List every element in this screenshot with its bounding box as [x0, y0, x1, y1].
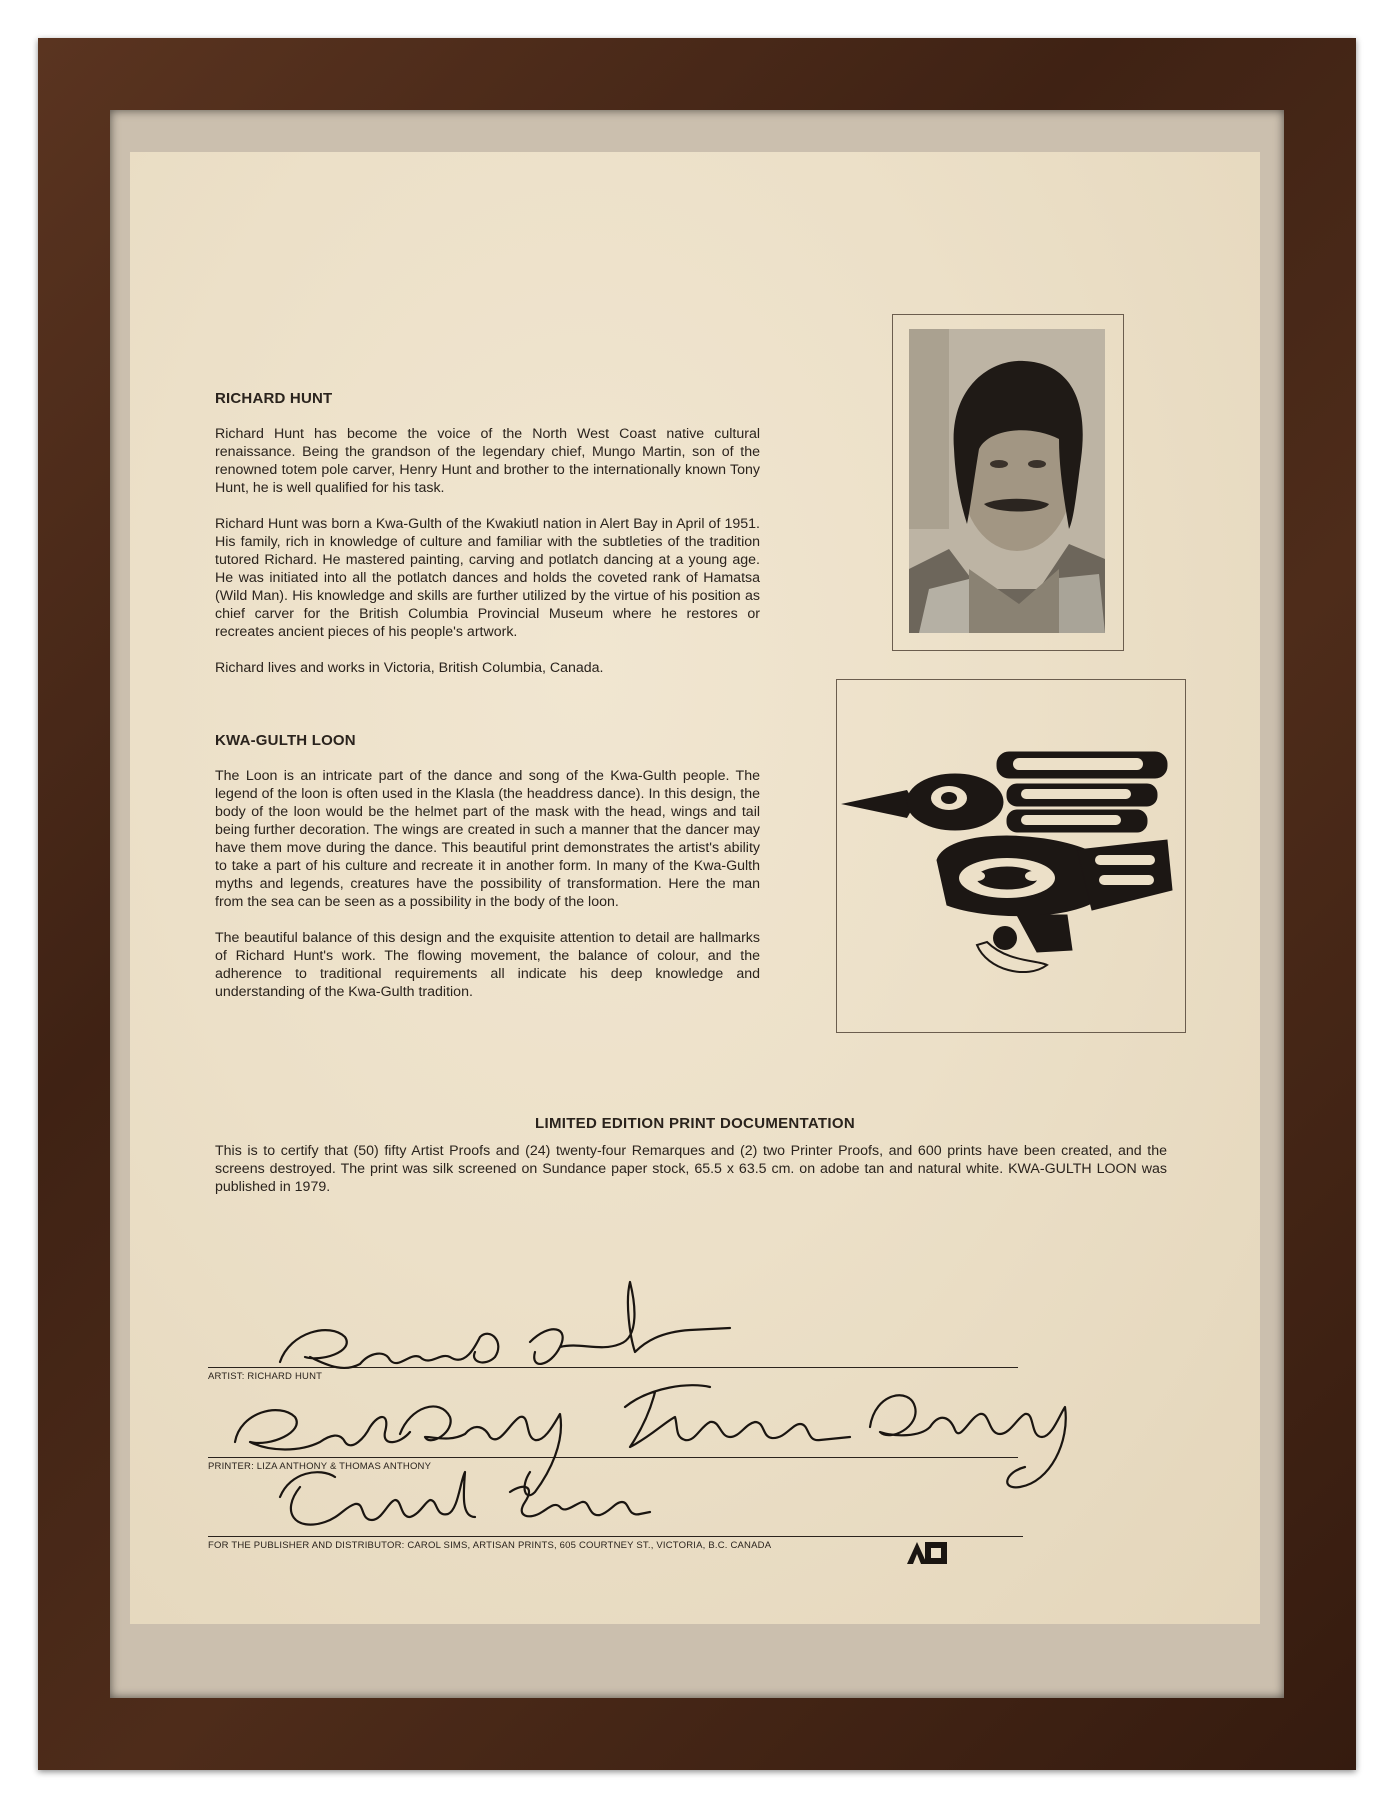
publisher-label: FOR THE PUBLISHER AND DISTRIBUTOR: CAROL SIMS, ARTISAN PRINTS, 605 COURTNEY ST., VICTORIA, B.C. CANADA — [208, 1540, 772, 1551]
loon-heading: KWA-GULTH LOON — [215, 732, 356, 749]
richard-bio-paragraph-2: Richard Hunt was born a Kwa-Gulth of the Kwakiutl nation in Alert Bay in April of 1951. His family, rich in knowledge of culture and familiar with the subtleties of the tradition tutored Richard. He mastered painting, carving and potlatch dancing at a young age. He was initiated into all the potlatch dances and holds the coveted rank of Hamatsa (Wild Man). His knowledge and skills are further utilized by the virtue of his position as chief carver for the British Columbia Provincial Museum where he restores or recreates ancient pieces of his people's artwork. — [215, 516, 760, 640]
richard-hunt-heading: RICHARD HUNT — [215, 390, 333, 407]
printer-label: PRINTER: LIZA ANTHONY & THOMAS ANTHONY — [208, 1461, 432, 1472]
ao-logo — [905, 1540, 949, 1571]
publisher-signature — [280, 1472, 650, 1525]
loon-paragraph-2: The beautiful balance of this design and the exquisite attention to detail are hallmarks of Richard Hunt's work. The flowing movement, the balance of colour, and the adherence to traditional requirements all indicate his deep knowledge and understanding of the Kwa-Gulth tradition. — [215, 930, 760, 1000]
richard-bio-paragraph-3: Richard lives and works in Victoria, British Columbia, Canada. — [215, 660, 604, 676]
richard-bio-paragraph-1: Richard Hunt has become the voice of the North West Coast native cultural renaissance. Being the grandson of the legendary chief, Mungo Martin, son of the renowned totem pole carver, Henry Hunt and brother to the internationally known Tony Hunt, he is well qualified for his task. — [215, 426, 760, 496]
documentation-heading: LIMITED EDITION PRINT DOCUMENTATION — [535, 1115, 855, 1132]
handwritten-signatures — [130, 152, 1260, 1624]
frame-glass — [110, 110, 1284, 1698]
printer-signature-2 — [625, 1385, 1066, 1487]
artist-signature — [280, 1282, 730, 1368]
printer-signature-1 — [235, 1406, 561, 1495]
loon-paragraph-1: The Loon is an intricate part of the dance and song of the Kwa-Gulth people. The legend of the loon is often used in the Klasla (the headdress dance). In this design, the body of the loon would be the helmet part of the mask with the head, wings and tail being further decoration. The wings are created in such a manner that the dancer may have them move during the dance. This beautiful print demonstrates the artist's ability to take a part of his culture and recreate it in another form. In many of the Kwa-Gulth myths and legends, creatures have the possibility of transformation. Here the man from the sea can be seen as a possibility in the body of the loon. — [215, 768, 760, 910]
picture-frame — [38, 38, 1356, 1770]
artist-label: ARTIST: RICHARD HUNT — [208, 1371, 323, 1382]
documentation-text: This is to certify that (50) fifty Artist Proofs and (24) twenty-four Remarques and (2) two Printer Proofs, and 600 prints have been created, and the screens destroyed. The print was silk screened on Sundance paper stock, 65.5 x 63.5 cm. on adobe tan and natural white. KWA-GULTH LOON was published in 1979. — [215, 1143, 1167, 1195]
certificate-paper — [130, 152, 1260, 1624]
